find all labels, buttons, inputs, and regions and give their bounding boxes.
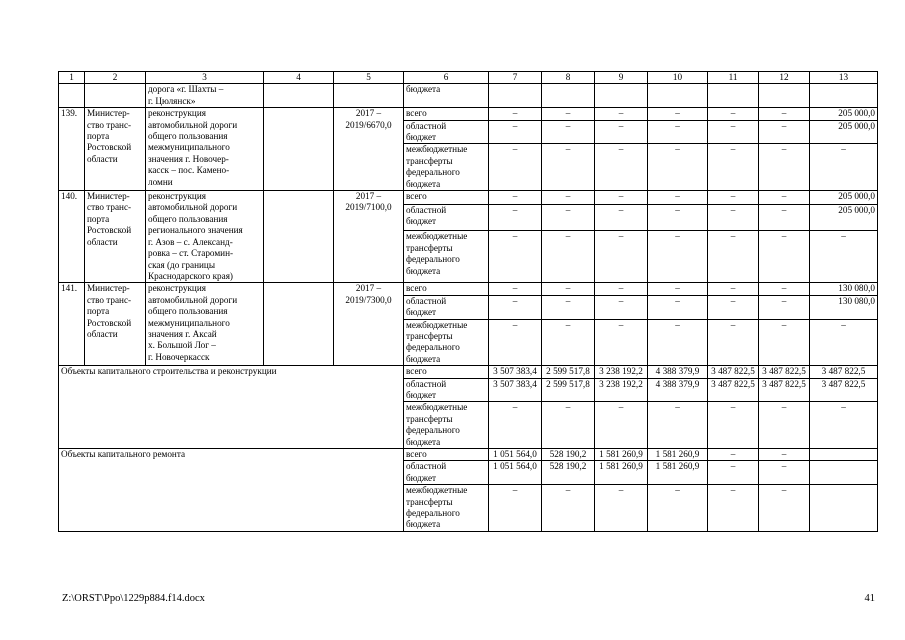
value-cell: 205 000,0 — [810, 120, 878, 144]
value-cell: – — [595, 402, 648, 449]
cell-line: порта — [87, 306, 110, 317]
value-cell: – — [542, 120, 595, 144]
cell-line: трансферты — [406, 413, 453, 424]
value-cell: – — [759, 231, 810, 283]
value-cell: – — [759, 283, 810, 295]
value-cell: – — [595, 204, 648, 231]
continuation-row — [59, 84, 878, 108]
value-cell: – — [708, 204, 759, 231]
table-cell — [334, 84, 404, 108]
cell-line: 2019/7100,0 — [345, 202, 392, 213]
value-cell: – — [648, 191, 708, 205]
funding-source-cell — [404, 295, 489, 319]
object-cell — [146, 108, 264, 191]
cell-line: бюджета — [406, 265, 441, 276]
cell-line: Министер- — [87, 283, 130, 294]
value-cell: 2 599 517,8 — [542, 378, 595, 402]
funding-source-cell — [404, 191, 489, 205]
value-cell: – — [759, 485, 810, 532]
cell-line: всего — [406, 283, 427, 294]
value-cell: – — [708, 461, 759, 485]
ministry-cell — [85, 283, 146, 366]
cell-line: федерального — [406, 425, 460, 436]
value-cell: 528 190,2 — [542, 461, 595, 485]
value-cell: – — [595, 231, 648, 283]
value-cell: 1 051 564,0 — [489, 449, 542, 461]
cell-line: 2017 – — [355, 191, 382, 202]
value-cell: – — [708, 120, 759, 144]
funding-source-cell — [404, 144, 489, 191]
cell-line: областной — [406, 378, 447, 389]
value-cell: 3 487 822,5 — [759, 378, 810, 402]
cell-line: трансферты — [406, 330, 453, 341]
value-cell: – — [708, 295, 759, 319]
cell-line: ская (до границы — [148, 259, 215, 270]
value-cell — [810, 461, 878, 485]
value-cell: – — [759, 120, 810, 144]
value-cell: – — [759, 191, 810, 205]
funding-source-cell — [404, 204, 489, 231]
value-cell: 130 080,0 — [810, 295, 878, 319]
value-cell: – — [489, 120, 542, 144]
cell-line: бюджета — [406, 178, 441, 189]
cell-line: бюджет — [406, 132, 437, 143]
table-body — [59, 72, 878, 532]
value-cell: – — [595, 108, 648, 120]
cell-line: межбюджетные — [406, 485, 468, 496]
cell-line: межбюджетные — [406, 402, 468, 413]
cell-line: федерального — [406, 342, 460, 353]
cell-line: ство транс- — [87, 202, 132, 213]
cell-line: Ростовской — [87, 225, 132, 236]
cell-line: ровка – ст. Старомин- — [148, 248, 234, 259]
ministry-cell — [85, 108, 146, 191]
value-cell: – — [648, 295, 708, 319]
value-cell: – — [708, 144, 759, 191]
table-row — [59, 108, 878, 120]
value-cell: – — [489, 319, 542, 366]
column-number-cell: 13 — [810, 72, 878, 84]
value-cell: – — [489, 191, 542, 205]
column-number-cell: 2 — [85, 72, 146, 84]
column-number-cell: 3 — [146, 72, 264, 84]
cell-line: трансферты — [406, 155, 453, 166]
funding-source-cell — [404, 319, 489, 366]
cell-line: автомобильной дороги — [148, 202, 238, 213]
cell-line: бюджета — [406, 436, 441, 447]
value-cell: 3 238 192,2 — [595, 378, 648, 402]
value-cell: 3 507 383,4 — [489, 378, 542, 402]
column-number-cell: 8 — [542, 72, 595, 84]
period-cell — [334, 283, 404, 366]
value-cell: – — [595, 144, 648, 191]
value-cell: 4 388 379,9 — [648, 378, 708, 402]
cell-line: г. Азов – с. Александ- — [148, 236, 233, 247]
funding-source-cell — [404, 366, 489, 378]
value-cell: 528 190,2 — [542, 449, 595, 461]
value-cell: – — [542, 144, 595, 191]
value-cell: – — [489, 144, 542, 191]
value-cell: – — [489, 204, 542, 231]
value-cell: – — [542, 283, 595, 295]
cell-line: областной — [406, 204, 447, 215]
cell-line: г. Новочеркасск — [148, 351, 210, 362]
table-cell — [146, 84, 264, 108]
funding-source-cell — [404, 461, 489, 485]
value-cell: 3 487 822,5 — [708, 366, 759, 378]
funding-source-cell — [404, 283, 489, 295]
cell-line: 2019/7300,0 — [345, 294, 392, 305]
table-cell — [708, 84, 759, 108]
value-cell: – — [759, 204, 810, 231]
column-number-cell: 12 — [759, 72, 810, 84]
cell-line: порта — [87, 213, 110, 224]
value-cell: 205 000,0 — [810, 204, 878, 231]
value-cell: – — [489, 231, 542, 283]
value-cell: – — [595, 283, 648, 295]
table-cell — [648, 84, 708, 108]
value-cell — [810, 485, 878, 532]
value-cell: 3 487 822,5 — [810, 366, 878, 378]
value-cell: 1 581 260,9 — [648, 461, 708, 485]
value-cell: 2 599 517,8 — [542, 366, 595, 378]
value-cell: – — [648, 144, 708, 191]
value-cell: – — [489, 295, 542, 319]
cell-line: ство транс- — [87, 294, 132, 305]
footer-file-path: Z:\ORST\Ppo\1229p884.f14.docx — [62, 593, 205, 604]
value-cell: – — [648, 231, 708, 283]
column-number-cell: 6 — [404, 72, 489, 84]
value-cell: – — [595, 191, 648, 205]
funding-source-cell — [404, 231, 489, 283]
cell-line: Министер- — [87, 191, 130, 202]
value-cell: – — [648, 402, 708, 449]
value-cell: – — [810, 402, 878, 449]
cell-line: межмуниципального — [148, 142, 230, 153]
cell-line: ство транс- — [87, 119, 132, 130]
value-cell: – — [489, 402, 542, 449]
value-cell: – — [489, 485, 542, 532]
table-cell — [264, 84, 334, 108]
cell-line: регионального значения — [148, 225, 243, 236]
cell-line: бюджет — [406, 216, 437, 227]
value-cell: – — [810, 144, 878, 191]
cell-line: реконструкция — [148, 191, 206, 202]
cell-line: бюджет — [406, 307, 437, 318]
row-number: 139. — [59, 108, 85, 191]
value-cell: – — [759, 461, 810, 485]
cell-line: значения г. Новочер- — [148, 153, 229, 164]
funding-source-cell — [404, 108, 489, 120]
value-cell: – — [542, 295, 595, 319]
summary-label: Объекты капитального ремонта — [59, 449, 404, 532]
value-cell: – — [489, 283, 542, 295]
value-cell: 1 051 564,0 — [489, 461, 542, 485]
value-cell: – — [595, 485, 648, 532]
cell-line: общего пользования — [148, 306, 228, 317]
cell-line: дорога «г. Шахты – — [148, 84, 224, 95]
table-cell — [595, 84, 648, 108]
value-cell: – — [542, 231, 595, 283]
value-cell: – — [595, 295, 648, 319]
value-cell: – — [542, 108, 595, 120]
column-number-cell: 10 — [648, 72, 708, 84]
value-cell: 1 581 260,9 — [648, 449, 708, 461]
cell-line: бюджета — [406, 84, 441, 95]
value-cell: 205 000,0 — [810, 191, 878, 205]
cell-line: области — [87, 153, 118, 164]
table-cell — [85, 84, 146, 108]
table-cell — [59, 84, 85, 108]
value-cell: 3 487 822,5 — [708, 378, 759, 402]
header-row — [59, 72, 878, 84]
value-cell: 205 000,0 — [810, 108, 878, 120]
cell-line: ломни — [148, 176, 173, 187]
period-cell — [334, 191, 404, 283]
ministry-cell — [85, 191, 146, 283]
value-cell: – — [542, 319, 595, 366]
value-cell: – — [759, 144, 810, 191]
value-cell: – — [648, 204, 708, 231]
cell-line: общего пользования — [148, 131, 228, 142]
cell-line: всего — [406, 108, 427, 119]
cell-line: трансферты — [406, 496, 453, 507]
cell-line: общего пользования — [148, 213, 228, 224]
summary-row — [59, 449, 878, 461]
cell-line: межбюджетные — [406, 231, 468, 242]
cell-line: х. Большой Лог – — [148, 340, 216, 351]
cell-line: федерального — [406, 254, 460, 265]
value-cell: – — [708, 231, 759, 283]
cell-line: трансферты — [406, 242, 453, 253]
value-cell — [810, 449, 878, 461]
cell-line: области — [87, 328, 118, 339]
value-cell: – — [648, 108, 708, 120]
cell-line: всего — [406, 449, 427, 459]
row-number: 140. — [59, 191, 85, 283]
value-cell: 3 507 383,4 — [489, 366, 542, 378]
summary-row — [59, 366, 878, 378]
table-cell — [404, 84, 489, 108]
value-cell: – — [810, 231, 878, 283]
cell-line: автомобильной дороги — [148, 119, 238, 130]
cell-line: областной — [406, 295, 447, 306]
empty-cell — [264, 191, 334, 283]
cell-line: областной — [406, 120, 447, 131]
cell-line: бюджет — [406, 472, 437, 483]
value-cell: – — [489, 108, 542, 120]
footer-page-number: 41 — [864, 593, 875, 604]
cell-line: г. Цюлянск» — [148, 95, 196, 106]
value-cell: – — [759, 108, 810, 120]
cell-line: порта — [87, 131, 110, 142]
table-cell — [759, 84, 810, 108]
value-cell: – — [542, 204, 595, 231]
cell-line: федерального — [406, 167, 460, 178]
funding-source-cell — [404, 378, 489, 402]
value-cell: – — [759, 295, 810, 319]
value-cell: – — [708, 449, 759, 461]
cell-line: Ростовской — [87, 142, 132, 153]
column-number-cell: 11 — [708, 72, 759, 84]
funding-source-cell — [404, 120, 489, 144]
cell-line: автомобильной дороги — [148, 294, 238, 305]
value-cell: – — [595, 319, 648, 366]
value-cell: – — [810, 319, 878, 366]
funding-source-cell — [404, 485, 489, 532]
cell-line: межбюджетные — [406, 319, 468, 330]
value-cell: – — [648, 283, 708, 295]
value-cell: – — [595, 120, 648, 144]
cell-line: межмуниципального — [148, 317, 230, 328]
value-cell: – — [708, 191, 759, 205]
empty-cell — [264, 283, 334, 366]
value-cell: – — [708, 319, 759, 366]
table-row — [59, 191, 878, 205]
value-cell: – — [542, 402, 595, 449]
column-number-cell: 9 — [595, 72, 648, 84]
object-cell — [146, 191, 264, 283]
value-cell: – — [648, 485, 708, 532]
table-row — [59, 283, 878, 295]
cell-line: бюджета — [406, 353, 441, 364]
value-cell: – — [759, 402, 810, 449]
value-cell: – — [708, 485, 759, 532]
value-cell: 4 388 379,9 — [648, 366, 708, 378]
column-number-cell: 1 — [59, 72, 85, 84]
cell-line: бюджета — [406, 519, 441, 530]
column-number-cell: 4 — [264, 72, 334, 84]
value-cell: – — [759, 319, 810, 366]
cell-line: реконструкция — [148, 283, 206, 294]
value-cell: – — [759, 449, 810, 461]
value-cell: – — [542, 485, 595, 532]
funding-source-cell — [404, 402, 489, 449]
value-cell: – — [542, 191, 595, 205]
cell-line: 2017 – — [355, 283, 382, 294]
cell-line: областной — [406, 461, 447, 472]
value-cell: 1 581 260,9 — [595, 461, 648, 485]
value-cell: – — [708, 402, 759, 449]
cell-line: значения г. Аксай — [148, 328, 217, 339]
value-cell: 3 487 822,5 — [759, 366, 810, 378]
period-cell — [334, 108, 404, 191]
value-cell: 3 487 822,5 — [810, 378, 878, 402]
cell-line: Министер- — [87, 108, 130, 119]
cell-line: 2019/6670,0 — [345, 119, 392, 130]
value-cell: 130 080,0 — [810, 283, 878, 295]
cell-line: межбюджетные — [406, 144, 468, 155]
cell-line: реконструкция — [148, 108, 206, 119]
value-cell: 1 581 260,9 — [595, 449, 648, 461]
cell-line: 2017 – — [355, 108, 382, 119]
cell-line: всего — [406, 191, 427, 202]
column-number-cell: 7 — [489, 72, 542, 84]
cell-line: федерального — [406, 508, 460, 519]
cell-line: Краснодарского края) — [148, 270, 233, 281]
summary-label: Объекты капитального строительства и реконструкции — [59, 366, 404, 449]
budget-table — [58, 71, 878, 532]
value-cell: 3 238 192,2 — [595, 366, 648, 378]
row-number: 141. — [59, 283, 85, 366]
funding-source-cell — [404, 449, 489, 461]
object-cell — [146, 283, 264, 366]
cell-line: области — [87, 236, 118, 247]
table-cell — [810, 84, 878, 108]
cell-line: бюджет — [406, 389, 437, 400]
value-cell: – — [648, 120, 708, 144]
column-number-cell: 5 — [334, 72, 404, 84]
value-cell: – — [708, 283, 759, 295]
value-cell: – — [708, 108, 759, 120]
empty-cell — [264, 108, 334, 191]
table-cell — [542, 84, 595, 108]
cell-line: всего — [406, 366, 427, 377]
cell-line: Ростовской — [87, 317, 132, 328]
table-cell — [489, 84, 542, 108]
cell-line: касск – пос. Камено- — [148, 165, 230, 176]
value-cell: – — [648, 319, 708, 366]
